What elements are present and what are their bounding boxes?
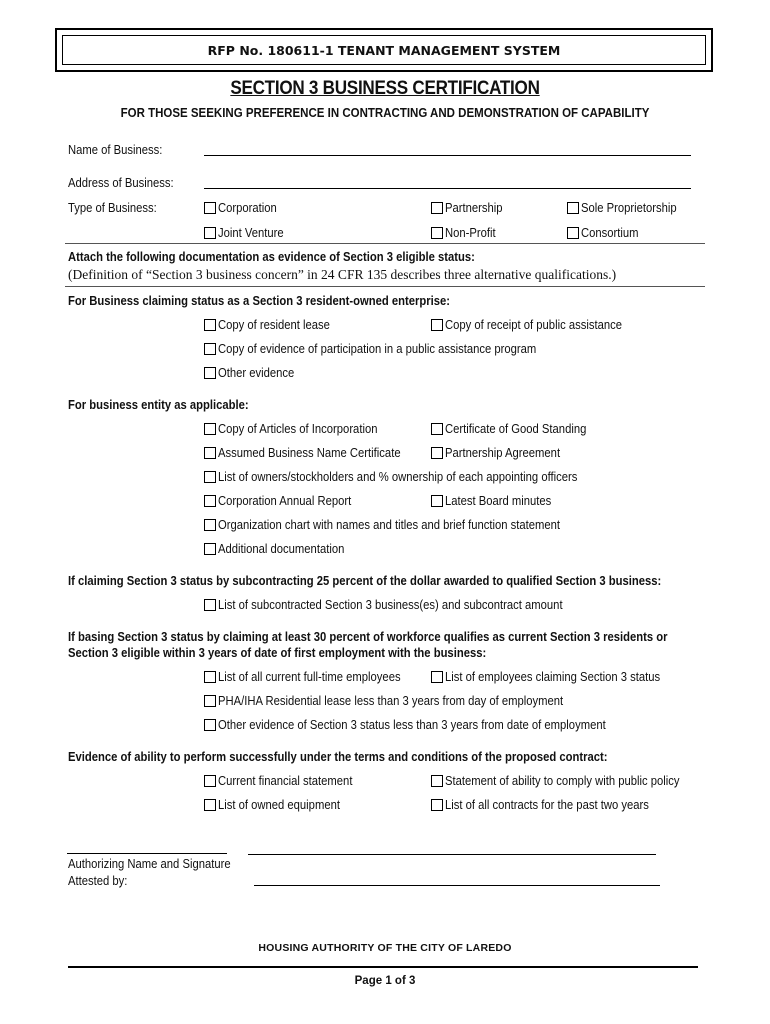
authorizing-name-line[interactable]	[67, 853, 227, 854]
good-standing-checkbox[interactable]: Certificate of Good Standing	[431, 422, 602, 436]
checkbox-box-icon[interactable]	[431, 775, 443, 787]
section-divider	[65, 286, 705, 287]
subcontracting-heading: If claiming Section 3 status by subcontracting 25 percent of the dollar awarded to qualified Section 3 business:	[68, 574, 662, 588]
checkbox-box-icon[interactable]	[204, 775, 216, 787]
checkbox-box-icon[interactable]	[431, 202, 443, 214]
attested-by-label: Attested by:	[68, 874, 128, 888]
pha-lease-checkbox[interactable]: PHA/IHA Residential lease less than 3 years from day of employment	[204, 694, 602, 708]
rfp-header-title: RFP No. 180611-1 TENANT MANAGEMENT SYSTEM	[62, 35, 706, 65]
checkbox-box-icon[interactable]	[204, 519, 216, 531]
checkbox-box-icon[interactable]	[431, 671, 443, 683]
org-chart-checkbox[interactable]: Organization chart with names and titles and brief function statement	[204, 518, 598, 532]
board-minutes-checkbox[interactable]: Latest Board minutes	[431, 494, 563, 508]
workforce-heading-line1: If basing Section 3 status by claiming at least 30 percent of workforce qualifies as current Section 3 residents or	[68, 630, 668, 644]
checkbox-box-icon[interactable]	[204, 319, 216, 331]
page-subtitle: FOR THOSE SEEKING PREFERENCE IN CONTRACTING AND DEMONSTRATION OF CAPABILITY	[120, 106, 650, 120]
articles-incorporation-checkbox[interactable]: Copy of Articles of Incorporation	[204, 422, 395, 436]
page-title: SECTION 3 BUSINESS CERTIFICATION	[230, 78, 540, 99]
authorizing-name-label: Authorizing Name and Signature	[68, 857, 231, 871]
checkbox-box-icon[interactable]	[567, 202, 579, 214]
resident-owned-heading: For Business claiming status as a Section 3 resident-owned enterprise:	[68, 294, 450, 308]
consortium-checkbox[interactable]: Consortium	[567, 226, 645, 240]
checkbox-box-icon[interactable]	[204, 719, 216, 731]
comply-public-policy-checkbox[interactable]: Statement of ability to comply with public policy	[431, 774, 706, 788]
address-of-business-field[interactable]	[204, 188, 691, 189]
checkbox-box-icon[interactable]	[567, 227, 579, 239]
corporation-checkbox[interactable]: Corporation	[204, 201, 283, 215]
checkbox-box-icon[interactable]	[204, 367, 216, 379]
additional-docs-checkbox[interactable]: Additional documentation	[204, 542, 358, 556]
annual-report-checkbox[interactable]: Corporation Annual Report	[204, 494, 366, 508]
ability-heading: Evidence of ability to perform successfully under the terms and conditions of the proposed contract:	[68, 750, 608, 764]
checkbox-box-icon[interactable]	[204, 202, 216, 214]
authorizing-signature-line[interactable]	[248, 854, 656, 855]
owners-list-checkbox[interactable]: List of owners/stockholders and % ownership of each appointing officers	[204, 470, 617, 484]
checkbox-box-icon[interactable]	[204, 495, 216, 507]
checkbox-box-icon[interactable]	[431, 227, 443, 239]
attested-by-line[interactable]	[254, 885, 660, 886]
checkbox-box-icon[interactable]	[204, 799, 216, 811]
checkbox-box-icon[interactable]	[431, 495, 443, 507]
type-of-business-label: Type of Business:	[68, 201, 157, 215]
checkbox-box-icon[interactable]	[431, 447, 443, 459]
name-of-business-field[interactable]	[204, 155, 691, 156]
joint-venture-checkbox[interactable]: Joint Venture	[204, 226, 291, 240]
checkbox-box-icon[interactable]	[204, 423, 216, 435]
owned-equipment-checkbox[interactable]: List of owned equipment	[204, 798, 354, 812]
page-number: Page 1 of 3	[354, 975, 416, 987]
checkbox-box-icon[interactable]	[204, 543, 216, 555]
attach-definition: (Definition of “Section 3 business concern” in 24 CFR 135 describes three alternative qualifications.)	[68, 267, 617, 282]
business-entity-heading: For business entity as applicable:	[68, 398, 249, 412]
non-profit-checkbox[interactable]: Non-Profit	[431, 226, 501, 240]
checkbox-box-icon[interactable]	[431, 319, 443, 331]
footer-rule	[68, 966, 698, 968]
checkbox-box-icon[interactable]	[204, 599, 216, 611]
other-evidence-checkbox[interactable]: Other evidence	[204, 366, 303, 380]
assumed-name-checkbox[interactable]: Assumed Business Name Certificate	[204, 446, 421, 460]
attach-heading: Attach the following documentation as evidence of Section 3 eligible status:	[68, 250, 475, 264]
financial-statement-checkbox[interactable]: Current financial statement	[204, 774, 367, 788]
checkbox-box-icon[interactable]	[204, 695, 216, 707]
resident-lease-checkbox[interactable]: Copy of resident lease	[204, 318, 342, 332]
sole-proprietorship-checkbox[interactable]: Sole Proprietorship	[567, 201, 687, 215]
checkbox-box-icon[interactable]	[204, 343, 216, 355]
checkbox-box-icon[interactable]	[431, 799, 443, 811]
fulltime-employees-checkbox[interactable]: List of all current full-time employees	[204, 670, 421, 684]
public-assistance-receipt-checkbox[interactable]: Copy of receipt of public assistance	[431, 318, 642, 332]
workforce-heading-line2: Section 3 eligible within 3 years of date of first employment with the business:	[68, 646, 487, 660]
name-of-business-label: Name of Business:	[68, 143, 163, 157]
employees-claiming-checkbox[interactable]: List of employees claiming Section 3 status	[431, 670, 684, 684]
rfp-header-box	[55, 28, 713, 72]
evidence-participation-checkbox[interactable]: Copy of evidence of participation in a public assistance program	[204, 342, 572, 356]
housing-authority-footer: HOUSING AUTHORITY OF THE CITY OF LAREDO	[258, 942, 512, 954]
partnership-checkbox[interactable]: Partnership	[431, 201, 509, 215]
workforce-other-evidence-checkbox[interactable]: Other evidence of Section 3 status less than 3 years from date of employment	[204, 718, 649, 732]
contracts-past-two-years-checkbox[interactable]: List of all contracts for the past two years	[431, 798, 672, 812]
checkbox-box-icon[interactable]	[204, 227, 216, 239]
section-divider	[65, 243, 705, 244]
checkbox-box-icon[interactable]	[204, 447, 216, 459]
partnership-agreement-checkbox[interactable]: Partnership Agreement	[431, 446, 573, 460]
address-of-business-label: Address of Business:	[68, 176, 174, 190]
checkbox-box-icon[interactable]	[204, 471, 216, 483]
subcontracted-list-checkbox[interactable]: List of subcontracted Section 3 business(es) and subcontract amount	[204, 598, 601, 612]
checkbox-box-icon[interactable]	[431, 423, 443, 435]
checkbox-box-icon[interactable]	[204, 671, 216, 683]
